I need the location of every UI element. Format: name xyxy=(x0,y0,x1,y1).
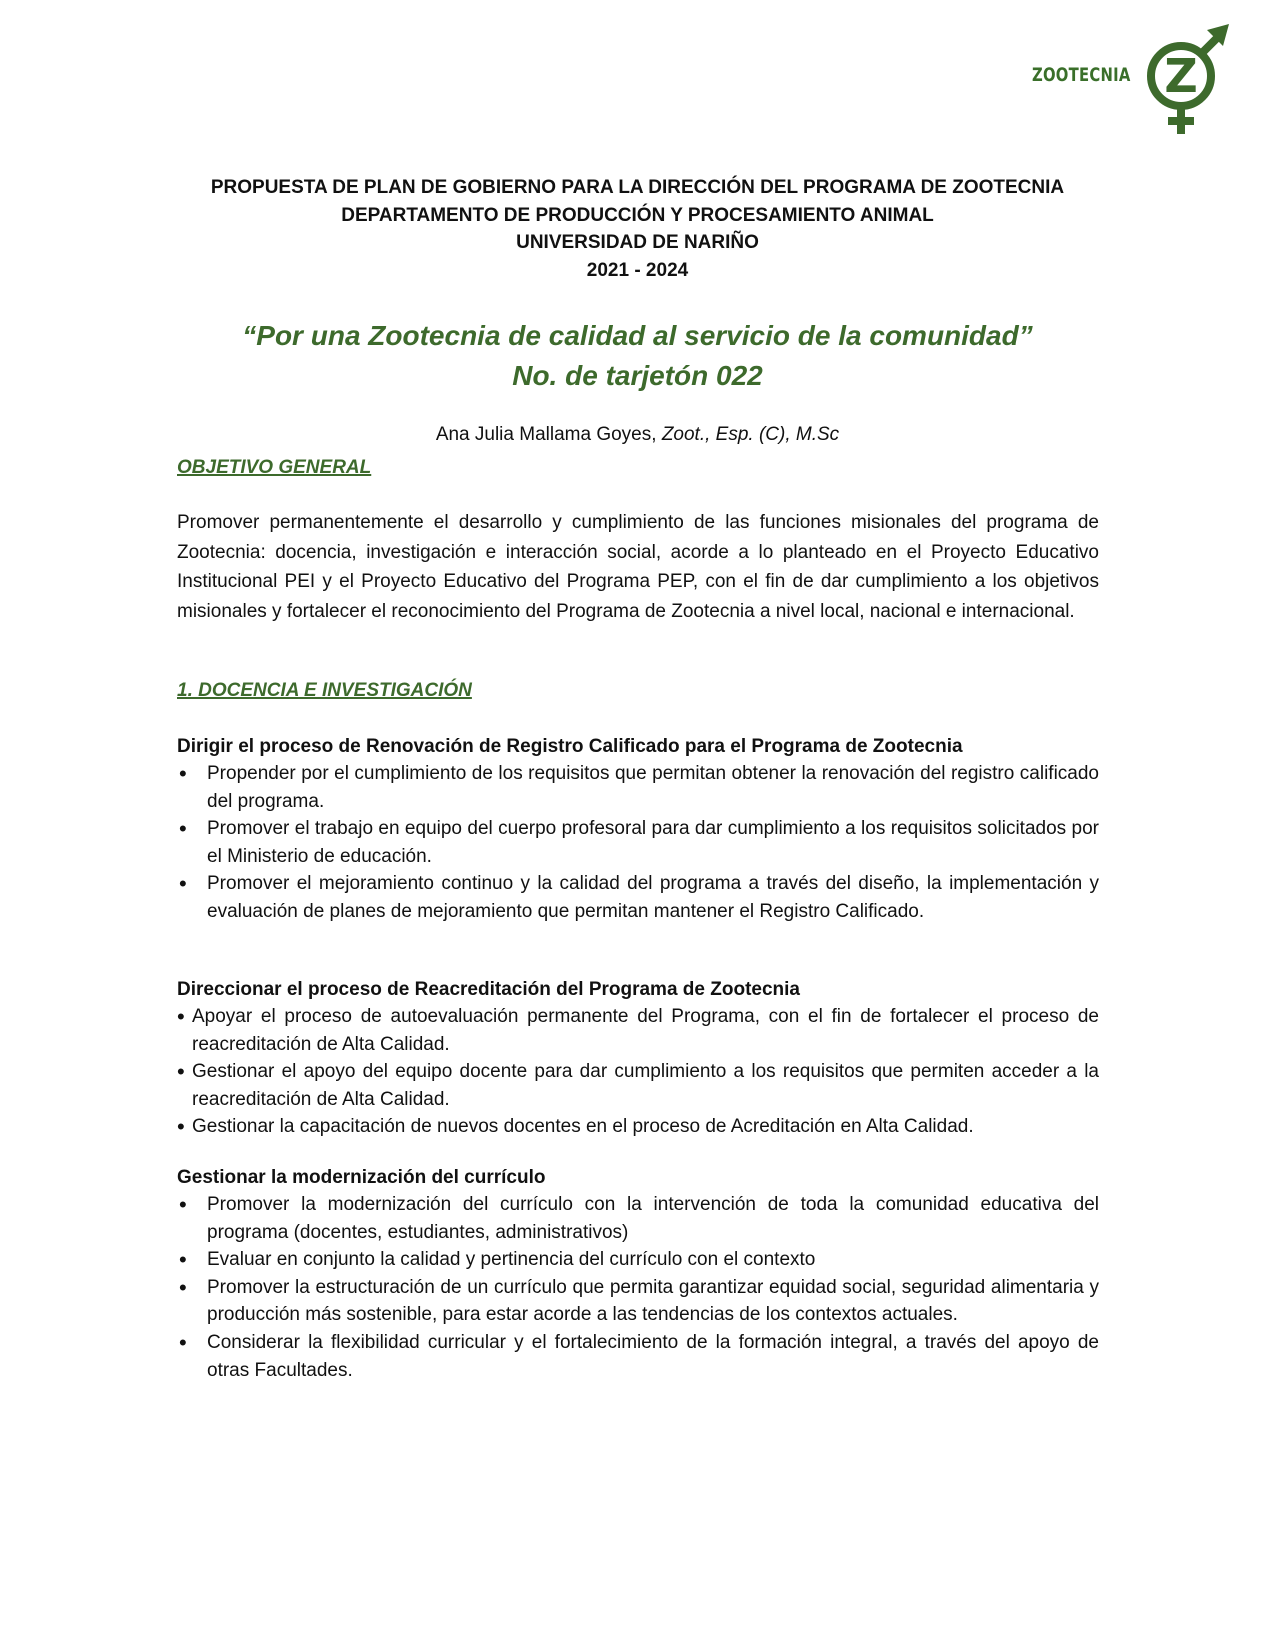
list-item: • Promover el mejoramiento continuo y la calidad del programa a través del diseño, la implementación y evaluación de planes de mejoramiento que permitan mantener el Registro Calificado. xyxy=(177,870,1099,925)
list-item: • Gestionar el apoyo del equipo docente para dar cumplimiento a los requisitos que permiten acceder a la reacreditación de Alta Calidad. xyxy=(177,1058,1099,1113)
header-line-program: PROPUESTA DE PLAN DE GOBIERNO PARA LA DIRECCIÓN DEL PROGRAMA DE ZOOTECNIA xyxy=(210,177,1065,198)
objective-title: OBJETIVO GENERAL xyxy=(177,457,372,478)
motto-ballot-number: No. de tarjetón 022 xyxy=(512,360,763,391)
subheading-reacreditacion: Direccionar el proceso de Reacreditación del Programa de Zootecnia xyxy=(177,979,800,1000)
subheading-registro: Dirigir el proceso de Renovación de Registro Calificado para el Programa de Zootecnia xyxy=(177,736,963,757)
motto-slogan: “Por una Zootecnia de calidad al servicio de la comunidad” xyxy=(242,320,1033,351)
list-item: • Promover la modernización del currículo con la intervención de toda la comunidad educativa del programa (docentes, estudiantes, administrativos) xyxy=(177,1191,1099,1246)
subheading-curriculo: Gestionar la modernización del currículo xyxy=(177,1167,546,1188)
bullet-list-reacreditacion xyxy=(177,1003,1099,1141)
venus-mars-z-logo-icon xyxy=(1137,24,1232,136)
document-header xyxy=(150,174,1125,284)
author-line xyxy=(150,422,1125,448)
author-titles: Zoot., Esp. (C), M.Sc xyxy=(661,424,840,445)
section-title-docencia: 1. DOCENCIA E INVESTIGACIÓN xyxy=(177,680,472,701)
bullet-list-registro xyxy=(177,760,1099,926)
list-item: • Considerar la flexibilidad curricular y el fortalecimiento de la formación integral, a través del apoyo de otras Facultades. xyxy=(177,1329,1099,1384)
list-item: • Propender por el cumplimiento de los requisitos que permitan obtener la renovación del registro calificado del programa. xyxy=(177,760,1099,815)
logo-text: ZOOTECNIA xyxy=(1032,64,1131,86)
header-line-department: DEPARTAMENTO DE PRODUCCIÓN Y PROCESAMIENTO ANIMAL xyxy=(341,204,934,226)
zootecnia-logo xyxy=(1032,24,1232,142)
author-name: Ana Julia Mallama Goyes, xyxy=(435,424,662,445)
logo-letter: Z xyxy=(1164,49,1198,103)
list-item: • Promover la estructuración de un currículo que permita garantizar equidad social, seguridad alimentaria y producción más sostenible, para estar acorde a las tendencias de los contextos actuales. xyxy=(177,1274,1099,1329)
bullet-list-curriculo xyxy=(177,1191,1099,1384)
objective-paragraph: Promover permanentemente el desarrollo y cumplimiento de las funciones misionales del programa de Zootecnia: docencia, investigación e interacción social, acorde a lo planteado en el Proyecto Educativo Institucional PEI y el Proyecto Educativo del Programa PEP, con el fin de dar cumplimiento a los objetivos misionales y fortalecer el reconocimiento del Programa de Zootecnia a nivel local, nacional e internacional. xyxy=(177,512,1099,622)
list-item: • Promover el trabajo en equipo del cuerpo profesoral para dar cumplimiento a los requisitos solicitados por el Ministerio de educación. xyxy=(177,815,1099,870)
header-line-period: 2021 - 2024 xyxy=(586,259,689,281)
list-item: • Evaluar en conjunto la calidad y pertinencia del currículo con el contexto xyxy=(177,1246,1099,1274)
list-item: • Gestionar la capacitación de nuevos docentes en el proceso de Acreditación en Alta Calidad. xyxy=(177,1113,1099,1141)
header-line-university: UNIVERSIDAD DE NARIÑO xyxy=(516,232,759,253)
campaign-motto xyxy=(150,316,1125,396)
list-item: • Apoyar el proceso de autoevaluación permanente del Programa, con el fin de fortalecer el proceso de reacreditación de Alta Calidad. xyxy=(177,1003,1099,1058)
